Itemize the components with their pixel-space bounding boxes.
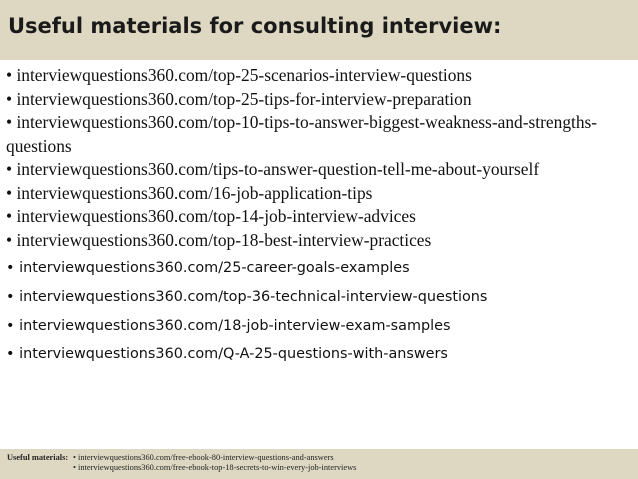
footer-bar xyxy=(0,449,638,479)
bullet-icon: • xyxy=(6,260,15,276)
bullet-icon: • xyxy=(6,88,13,109)
link-text[interactable]: interviewquestions360.com/top-10-tips-to-answer-biggest-weakness-and-strengths-questions xyxy=(6,112,598,156)
footer-link-item[interactable] xyxy=(73,463,356,473)
list-item[interactable] xyxy=(6,229,626,253)
list-item[interactable] xyxy=(6,64,626,88)
link-text[interactable]: interviewquestions360.com/top-18-best-interview-practices xyxy=(16,229,432,250)
title-banner xyxy=(0,0,638,60)
footer-link-item[interactable] xyxy=(73,453,356,463)
link-text[interactable]: interviewquestions360.com/25-career-goals-examples xyxy=(19,260,410,276)
bullet-icon: • xyxy=(73,453,76,462)
bullet-icon: • xyxy=(6,229,13,250)
page-title: Useful materials for consulting interview: xyxy=(8,14,502,38)
bullet-icon: • xyxy=(6,346,15,363)
list-item[interactable] xyxy=(6,340,626,369)
link-text[interactable]: interviewquestions360.com/Q-A-25-questions-with-answers xyxy=(19,346,448,363)
footer-links-list xyxy=(73,453,356,473)
link-text[interactable]: interviewquestions360.com/top-25-tips-for-interview-preparation xyxy=(16,88,472,109)
list-item[interactable] xyxy=(6,111,626,158)
bullet-icon: • xyxy=(6,288,15,305)
list-item[interactable] xyxy=(6,205,626,229)
link-text[interactable]: interviewquestions360.com/tips-to-answer-question-tell-me-about-yourself xyxy=(16,159,540,179)
list-item[interactable] xyxy=(6,283,626,312)
bullet-icon: • xyxy=(73,463,76,472)
link-text[interactable]: interviewquestions360.com/top-14-job-interview-advices xyxy=(16,206,416,226)
bullet-icon: • xyxy=(6,317,15,334)
bullet-icon: • xyxy=(6,159,13,179)
link-text[interactable]: interviewquestions360.com/18-job-interview-exam-samples xyxy=(19,317,451,334)
list-item[interactable] xyxy=(6,312,626,341)
bullet-icon: • xyxy=(6,65,13,85)
link-text[interactable]: interviewquestions360.com/16-job-application-tips xyxy=(16,182,373,203)
list-item[interactable] xyxy=(6,158,626,182)
footer-label: Useful materials: xyxy=(7,453,69,462)
bullet-icon: • xyxy=(6,206,13,226)
link-text[interactable]: interviewquestions360.com/top-25-scenarios-interview-questions xyxy=(16,65,472,85)
list-item[interactable] xyxy=(6,254,626,283)
footer-link-text[interactable]: interviewquestions360.com/free-ebook-80-interview-questions-and-answers xyxy=(78,453,334,462)
bullet-icon: • xyxy=(6,182,13,203)
link-text[interactable]: interviewquestions360.com/top-36-technical-interview-questions xyxy=(19,288,488,305)
footer-link-text[interactable]: interviewquestions360.com/free-ebook-top-18-secrets-to-win-every-job-interviews xyxy=(78,463,357,472)
links-list xyxy=(6,64,626,369)
list-item[interactable] xyxy=(6,88,626,112)
list-item[interactable] xyxy=(6,182,626,206)
bullet-icon: • xyxy=(6,112,13,132)
